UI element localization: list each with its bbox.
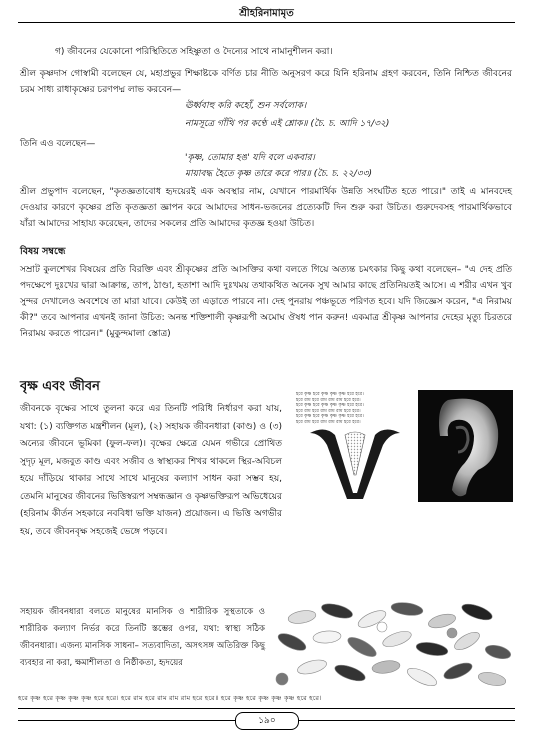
bottom-paragraph: সহায়ক জীবনধারা বলতে মানুষের মানসিক ও শারীরিক সুস্থতাকে ও শারীরিক কল্যাণ নির্ভর করে তিনটি স্তম্ভের ওপর, যথা: স্বাস্থ্য সঠিক জীবনধারা। এজন্য মানসিক সাধনা– সত্যবাদিতা, অসৎসঙ্গ অতিরিক্ত কিছু ব্যবহার না করা, ক্ষমাশীলতা ও নিষ্ঠীকতা, হৃদয়ের — [20, 607, 265, 668]
tilak-figure — [305, 415, 405, 505]
footer-rule — [18, 708, 515, 709]
paragraph-1: শ্রীল কৃষ্ণদাস গোস্বামী বলেছেন যে, মহাপ্রভুর শিক্ষাষ্টকে বর্ণিত চার নীতি অনুসরণ করে যিনি হরিনাম গ্রহণ করবেন, তিনি নিশ্চিত জীবনের চরম সাধ্য রাধাকৃষ্ণের চরণপদ্ম লাভ করবেন— — [20, 69, 512, 95]
paragraph-2: শ্রীল প্রভুপাদ বলেছেন, "কৃতজ্ঞতাবোধ হৃদয়েরই এক অবস্থার নাম, যেখানে পারমার্থিক উন্নতি সংঘটিত হতে পারে।" তাই এ মানবদেহ দেওয়ার কারণে কৃষ্ণের প্রতি কৃতজ্ঞতা জ্ঞাপন করে আমাদের সাধন-ভজনের প্রত্যেকটি দিন শুরু করা উচিত। গুরুদেবসহ পারমার্থিকভাবে যাঁরা আমাদের সাহায্য করেছেন, তাদের সকলের প্রতি আমাদের কৃতজ্ঞ হওয়া উচিত। — [20, 187, 512, 229]
verse-2-line-2: মায়াবদ্ধ হৈতে কৃষ্ণ তারে করে পার॥ (চৈ. চ. ২২/৩৩) — [185, 169, 372, 179]
mantra-line: হরে কৃষ্ণ হরে কৃষ্ণ কৃষ্ণ কৃষ্ণ হরে হরে। — [296, 414, 364, 420]
footer-mantra: হরে কৃষ্ণ হরে কৃষ্ণ কৃষ্ণ কৃষ্ণ হরে হরে। হরে রাম হরে রাম রাম রাম হরে হরে॥ হরে কৃষ্ণ হরে কৃষ্ণ কৃষ্ণ কৃষ্ণ হরে হরে। — [18, 694, 322, 702]
ear-image — [418, 390, 513, 502]
also-said-line: তিনি এও বলেছেন— — [20, 139, 96, 149]
mantra-line: হরে কৃষ্ণ হরে কৃষ্ণ কৃষ্ণ কৃষ্ণ হরে হরে। — [296, 403, 364, 409]
mantra-line: হরে কৃষ্ণ হরে কৃষ্ণ কৃষ্ণ কৃষ্ণ হরে হরে। — [296, 392, 364, 397]
verse-1-line-2: নামসূত্রে গাঁথি পর কণ্ঠে এই শ্লোক॥ (চৈ. চ. আদি ১৭/৩২) — [185, 119, 390, 129]
page-header-title: শ্রীহরিনামামৃত — [239, 8, 294, 19]
paragraph-3: সম্রাট কুলশেখর বিষয়ের প্রতি বিরক্তি এবং শ্রীকৃষ্ণের প্রতি আসক্তির কথা বলতে গিয়ে অত্যন্ত চমৎকার কিছু কথা বলেছেন– "এ দেহ প্রতি পদক্ষেপে দুঃখের দ্বারা আক্রান্ত, তাপ, ঠাণ্ডা, হতাশা আদি দুঃখময় তথাকথিত অনেক সুখ আমার কাছে প্রতিনিয়তই আসে। এ শরীর এখন খুব সুন্দর দেখালেও অবশেষে তা মারা যাবে। কেউই তা এড়াতে পারবে না। দেহ পুনরায় পঞ্চভূতে পরিণত হবে। যদি জিজ্ঞেস করেন, "এ নিরাময় কী?" তবে আপনার এখনই জানা উচিত: অনন্ত শক্তিশালী কৃষ্ণরূপী অমোঘ ঔষধ পান করুন! একমাত্র শ্রীকৃষ্ণ আপনার দেহের মৃত্যু চিরতরে নিরাময় করতে পারেন।" (মুকুন্দমালা স্তোত্র) — [20, 265, 512, 339]
verse-2-line-1: 'কৃষ্ণ, তোমার হঙ' যদি বলে একবার। — [185, 153, 315, 163]
tree-life-paragraph: জীবনকে বৃক্ষের সাথে তুলনা করে এর তিনটি পরিধি নির্ধারণ করা যায়, যথা: (১) ব্যক্তিগত মন্ত্রশীলন (মূল), (২) সহায়ক জীবনধারা (কাণ্ড) ও (৩) অন্যের জীবনে ভূমিকা (ফুল-ফল)। বৃক্ষের ক্ষেত্রে যেমন গভীরে প্রোথিত সুদৃঢ় মূল, মজবুত কাণ্ড এবং সজীব ও স্বাস্থ্যকর শিখর থাকলে স্থির-অবিচল হয়ে দাঁড়িয়ে থাকার সাথে সাথে মানুষের কল্যাণ সাধন করা সম্ভব হয়, তেমনি মানুষের জীবনের ভিত্তিস্বরূপ সম্বন্ধজ্ঞান ও কৃষ্ণভক্তিরূপ অভিধেয়ের (হরিনাম কীর্তন সহকারে নববিধা ভক্তি যাজন) প্রয়োজন। এ ভিত্তি অগভীর হয়, তবে জীবনবৃক্ষ সহজেই ভেঙ্গে পড়বে। — [20, 404, 282, 537]
pills-image — [262, 597, 514, 691]
mantra-line: হরে রাম হরে রাম রাম রাম হরে হরে। — [296, 397, 361, 403]
point-g: গ) জীবনের যেকোনো পরিস্থিতিতে সহিষ্ণুতা ও দৈন্যের সাথে নামানুশীলন করা। — [55, 47, 333, 57]
header-rule — [18, 22, 515, 23]
mantra-line: হরে রাম হরে রাম রাম রাম হরে হরে। — [296, 408, 361, 414]
verse-1-line-1: ঊর্ধ্ববাহু করি কহোঁ, শুন সর্বলোক। — [185, 101, 307, 111]
subject-heading: বিষয় সম্বন্ধে — [20, 246, 66, 257]
page-number: ১৯০ — [235, 712, 299, 730]
mantra-line: হরে রাম হরে রাম রাম রাম হরে হরে। — [296, 419, 361, 425]
section-title: বৃক্ষ এবং জীবন — [20, 379, 100, 394]
